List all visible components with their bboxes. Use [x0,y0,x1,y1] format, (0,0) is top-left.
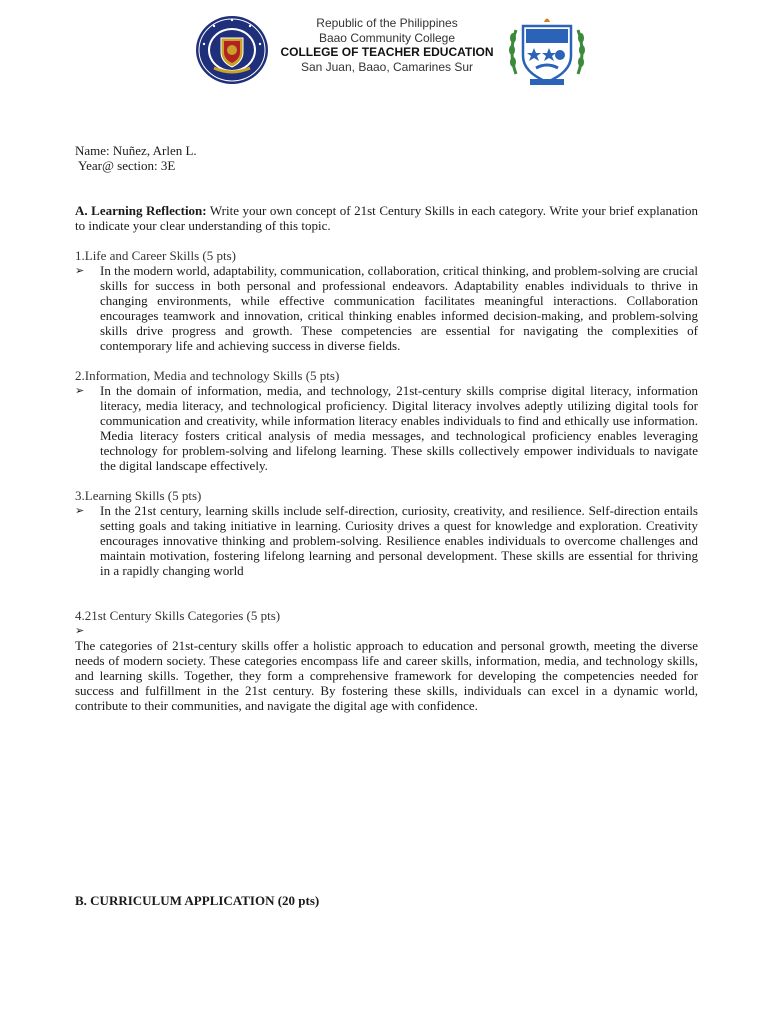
letterhead-text [276,16,498,74]
header-line-college: Baao Community College [318,30,456,45]
college-seal-logo [194,14,270,86]
header-line-republic: Republic of the Philippines [316,16,458,30]
student-name: Name: Nuñez, Arlen L. [75,143,197,158]
section-answer: The categories of 21st-century skills offer a holistic approach to education and personal growth, meeting the diverse needs of modern society. These categories encompass life and career skills, information, media, and technology skills, and learning skills. Together, they form a comprehensive framework for developing the competencies needed for success and fulfillment in the 21st century. By fostering these skills, individuals can excel in a dynamic world, contribute to their communities, and navigate the digital age with confidence. [75,638,698,713]
student-section: Year@ section: 3E [78,158,176,173]
section-answer: In the modern world, adaptability, communication, collaboration, critical thinking, and problem-solving are crucial skills for success in both personal and professional endeavors. Adaptability enables individuals to thrive in changing environments, while effective communication facilitates meaningful interactions. Collaboration encourages teamwork and innovation, critical thinking enables informed decision-making, and problem-solving skills drive progress and growth. These competencies are essential for navigating the complexities of contemporary life and achieving success in diverse fields. [100,263,698,353]
arrow-bullet-icon: ➢ [75,264,85,277]
list-item [75,503,698,578]
list-item [75,383,698,473]
section-skills-categories [75,608,698,713]
list-item [75,623,698,638]
arrow-bullet-icon: ➢ [75,384,85,397]
letterhead [0,12,768,88]
section-title: 4.21st Century Skills Categories (5 pts) [75,608,281,623]
section-title: 2.Information, Media and technology Skills (5 pts) [75,368,340,383]
section-learning-skills [75,488,698,578]
section-title: 1.Life and Career Skills (5 pts) [75,248,237,263]
part-a-instructions [75,203,698,233]
list-item [75,263,698,353]
section-information-media [75,368,698,473]
part-a-label: A. Learning Reflection: [75,203,207,218]
student-info [75,143,197,173]
arrow-bullet-icon: ➢ [75,624,85,637]
arrow-bullet-icon: ➢ [75,504,85,517]
section-title: 3.Learning Skills (5 pts) [75,488,202,503]
section-life-career [75,248,698,353]
section-answer: In the domain of information, media, and technology, 21st-century skills comprise digital literacy, information literacy, media literacy, and technological proficiency. Digital literacy involves adeptly utilizing digital tools for communication and creativity, while information literacy enables individuals to find and ethically use information. Media literacy fosters critical analysis of media messages, and technological proficiency enables leveraging technology for problem-solving and lifelong learning. These skills collectively empower individuals to navigate the digital landscape effectively. [100,383,698,473]
document-body [75,203,698,713]
section-answer: In the 21st century, learning skills include self-direction, curiosity, creativity, and resilience. Self-direction entails setting goals and taking initiative in learning. Curiosity drives a quest for knowledge and exploration. Creativity encourages innovative thinking and problem-solving. Resilience enables individuals to overcome challenges and maintain motivation, fostering lifelong learning and personal development. These skills are essential for thriving in a rapidly changing world [100,503,698,578]
header-line-address: San Juan, Baao, Camarines Sur [300,59,474,74]
header-line-department: COLLEGE OF TEACHER EDUCATION [280,45,494,59]
part-b-title: B. CURRICULUM APPLICATION (20 pts) [75,893,320,908]
college-of-education-logo [504,12,590,88]
part-a-text: Write your own concept of 21st Century Skills in each category. Write your brief explanation to indicate your clear understanding of this topic. [75,203,698,233]
